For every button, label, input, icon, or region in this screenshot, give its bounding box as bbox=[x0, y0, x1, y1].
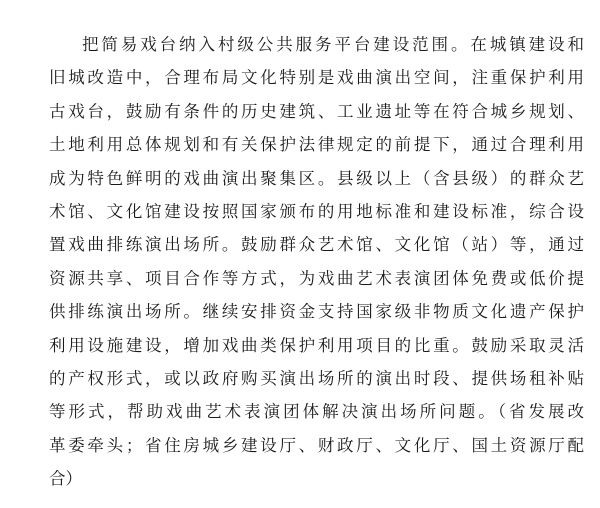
paragraph-line: 合） bbox=[49, 469, 82, 489]
paragraph-line: 资源共享、项目合作等方式，为戏曲艺术表演团体免费或低价提 bbox=[49, 268, 584, 288]
paragraph-line: 革委牵头；省住房城乡建设厅、财政厅、文化厅、国土资源厅配 bbox=[49, 435, 584, 455]
paragraph-line: 成为特色鲜明的戏曲演出聚集区。县级以上（含县级）的群众艺 bbox=[49, 168, 584, 188]
paragraph-line: 土地利用总体规划和有关保护法律规定的前提下，通过合理利用 bbox=[49, 135, 584, 155]
paragraph-line: 古戏台，鼓励有条件的历史建筑、工业遗址等在符合城乡规划、 bbox=[49, 101, 584, 121]
paragraph-line: 的产权形式，或以政府购买演出场所的演出时段、提供场租补贴 bbox=[49, 368, 584, 388]
paragraph-line: 等形式，帮助戏曲艺术表演团体解决演出场所问题。（省发展改 bbox=[49, 402, 584, 422]
paragraph-line: 利用设施建设，增加戏曲类保护利用项目的比重。鼓励采取灵活 bbox=[49, 335, 584, 355]
paragraph-line: 旧城改造中，合理布局文化特别是戏曲演出空间，注重保护利用 bbox=[49, 68, 584, 88]
paragraph-line: 置戏曲排练演出场所。鼓励群众艺术馆、文化馆（站）等，通过 bbox=[49, 235, 584, 255]
paragraph-line: 供排练演出场所。继续安排资金支持国家级非物质文化遗产保护 bbox=[49, 302, 584, 322]
paragraph-line: 把简易戏台纳入村级公共服务平台建设范围。在城镇建设和 bbox=[82, 35, 584, 54]
body-paragraph bbox=[49, 28, 584, 495]
paragraph-line: 术馆、文化馆建设按照国家颁布的用地标准和建设标准，综合设 bbox=[49, 201, 584, 221]
